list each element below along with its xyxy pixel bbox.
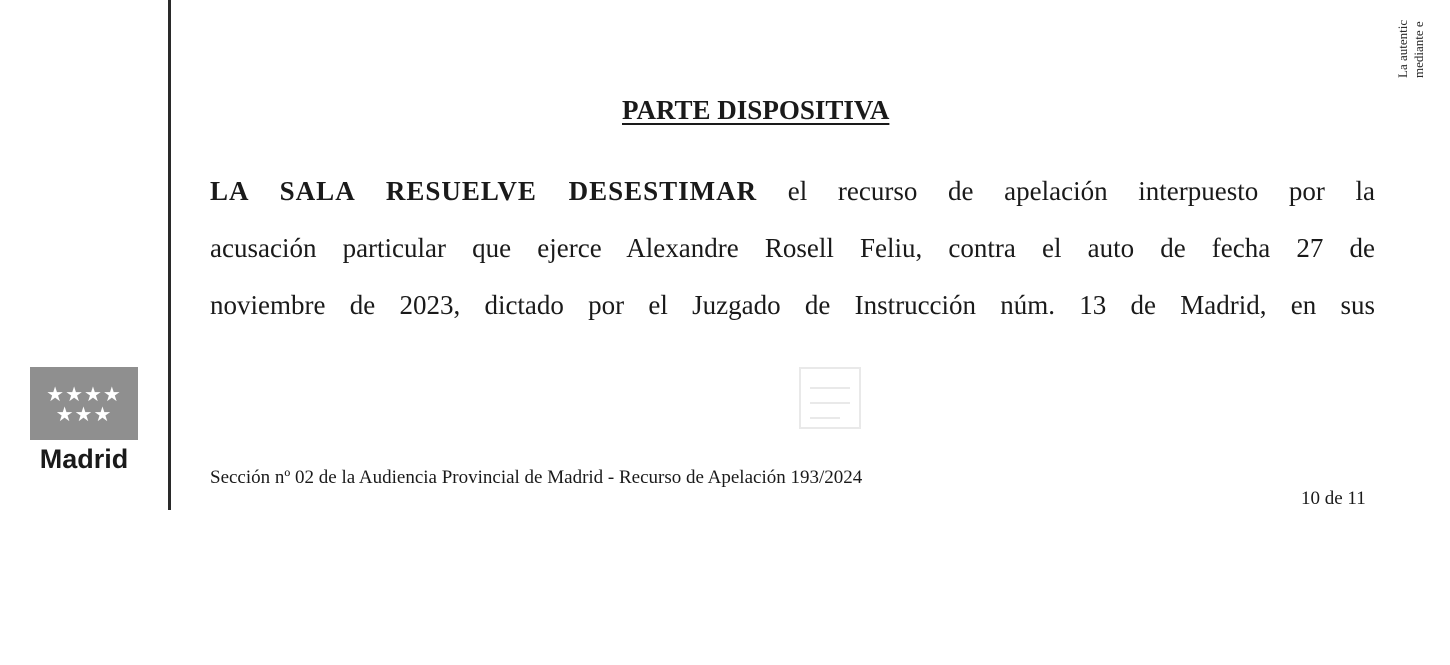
madrid-logo — [30, 367, 140, 475]
body-line-1-rest: el recurso de apelación interpuesto por la — [787, 176, 1376, 206]
page-number: 10 de 11 — [1301, 488, 1366, 509]
body-lead-bold: LA SALA RESUELVE DESESTIMAR — [210, 176, 758, 206]
body-line-2: acusación particular que ejerce Alexandre Rosell Feliu, contra el auto de fecha 27 de — [210, 233, 1375, 263]
section-heading: PARTE DISPOSITIVA — [622, 95, 890, 125]
side-authentication-note — [1395, 0, 1447, 80]
side-note-line-1: La autentic — [1395, 19, 1410, 78]
body-paragraph — [210, 163, 1375, 334]
margin-rule — [168, 0, 171, 510]
body-line-3: noviembre de 2023, dictado por el Juzgado de Instrucción núm. 13 de Madrid, en sus — [210, 290, 1375, 320]
body-line-1 — [210, 163, 1375, 220]
madrid-flag-icon — [30, 367, 138, 440]
footer-section-reference: Sección nº 02 de la Audiencia Provincial de Madrid - Recurso de Apelación 193/2024 — [210, 467, 863, 488]
logo-label: Madrid — [39, 444, 129, 474]
side-note-text — [1395, 20, 1427, 78]
side-note-line-2: mediante e — [1411, 21, 1426, 78]
faint-stamp-icon — [790, 358, 870, 438]
stars-top-row: ★★★★ — [46, 381, 122, 406]
stars-bottom-row: ★★★ — [55, 401, 113, 426]
